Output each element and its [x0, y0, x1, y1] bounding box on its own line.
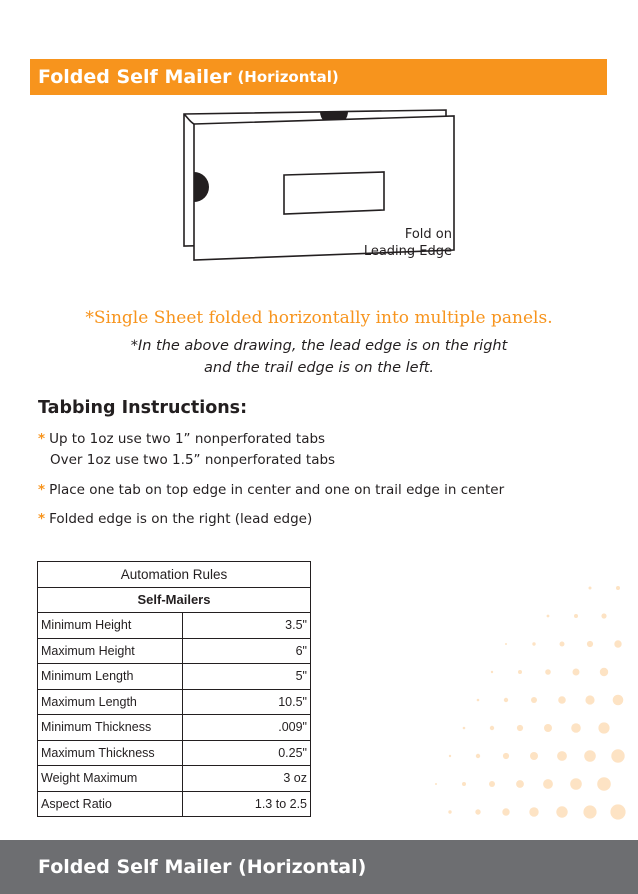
decorative-dot: [601, 613, 606, 618]
decorative-dot: [505, 643, 507, 645]
table-row: Aspect Ratio 1.3 to 2.5: [38, 791, 311, 817]
decorative-dot: [476, 754, 480, 758]
decorative-dot: [573, 669, 580, 676]
table-row: Maximum Height 6": [38, 638, 311, 664]
footer-bar: [0, 840, 638, 894]
decorative-dot: [544, 724, 552, 732]
decorative-dot: [571, 723, 581, 733]
banner-suffix: (Horizontal): [237, 68, 339, 86]
decorative-dot: [491, 671, 493, 673]
decorative-dot: [610, 804, 625, 819]
table-subheader: Self-Mailers: [38, 587, 311, 613]
decorative-dot: [589, 587, 592, 590]
instruction-item: * Up to 1oz use two 1” nonperforated tabs Over 1oz use two 1.5” nonperforated tabs: [38, 431, 336, 468]
bullet-star: *: [38, 431, 46, 447]
decorative-dot: [435, 783, 437, 785]
instruction-item: * Place one tab on top edge in center and one on trail edge in center: [38, 482, 505, 498]
bullet-star: *: [38, 482, 46, 498]
table-row: Maximum Length 10.5": [38, 689, 311, 715]
table-row: Minimum Height 3.5": [38, 613, 311, 639]
decorative-dot: [614, 640, 621, 647]
tabbing-title: Tabbing Instructions:: [38, 398, 248, 418]
table-row: Minimum Length 5": [38, 664, 311, 690]
decorative-dot: [545, 669, 551, 675]
decorative-dot: [570, 778, 582, 790]
decorative-dot: [558, 696, 566, 704]
decorative-dot: [613, 695, 624, 706]
decorative-dot: [574, 614, 578, 618]
table-row: Weight Maximum 3 oz: [38, 766, 311, 792]
decorative-dot: [448, 810, 451, 813]
decorative-dot: [518, 670, 522, 674]
decorative-dot: [516, 780, 524, 788]
decorative-dot: [547, 615, 550, 618]
decorative-dot: [556, 806, 567, 817]
decorative-dot: [598, 722, 609, 733]
decorative-dot: [531, 697, 537, 703]
footer-title: Folded Self Mailer (Horizontal): [38, 856, 367, 878]
decorative-dot: [529, 807, 538, 816]
instruction-item: * Folded edge is on the right (lead edge): [38, 511, 313, 527]
decorative-dot: [517, 725, 523, 731]
decorative-dot: [557, 751, 567, 761]
decorative-dot: [584, 750, 596, 762]
table-header: Automation Rules: [38, 562, 311, 588]
decorative-dot: [532, 642, 535, 645]
table-row: Maximum Thickness 0.25": [38, 740, 311, 766]
decorative-dot: [490, 726, 494, 730]
decorative-dot: [587, 641, 593, 647]
decorative-dot: [611, 749, 624, 762]
decorative-dot: [449, 755, 451, 757]
decorative-dot: [560, 642, 565, 647]
table-row: Minimum Thickness .009": [38, 715, 311, 741]
fold-label: Fold on Leading Edge: [363, 227, 452, 259]
decorative-dot: [616, 586, 620, 590]
decorative-dot: [530, 752, 538, 760]
bullet-star: *: [38, 511, 46, 527]
decorative-dot: [597, 777, 611, 791]
decorative-dot: [504, 698, 508, 702]
decorative-dot: [475, 809, 480, 814]
decorative-dot: [503, 753, 509, 759]
decorative-dot: [489, 781, 495, 787]
decorative-dot: [543, 779, 553, 789]
decorative-dot: [477, 699, 480, 702]
subtitle: *Single Sheet folded horizontally into multiple panels.: [85, 308, 553, 328]
decorative-dot: [583, 805, 596, 818]
decorative-dot: [463, 727, 466, 730]
decorative-dot: [462, 782, 466, 786]
decorative-dot: [600, 668, 608, 676]
banner-title: Folded Self Mailer: [38, 66, 232, 88]
decorative-dot: [585, 695, 594, 704]
drawing-note: *In the above drawing, the lead edge is on the right and the trail edge is on the left.: [130, 338, 508, 376]
decorative-dot: [502, 808, 509, 815]
